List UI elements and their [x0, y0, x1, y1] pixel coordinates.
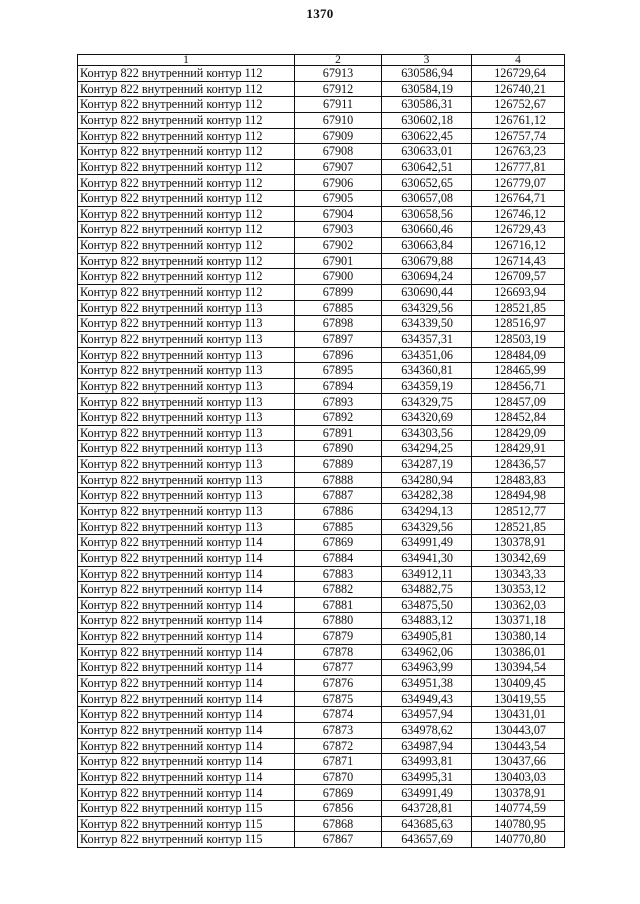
table-row [78, 222, 565, 238]
table-row [78, 738, 565, 754]
y-coordinate-cell: 126779,07 [472, 175, 565, 191]
contour-name-cell: Контур 822 внутренний контур 113 [78, 519, 295, 535]
contour-name-cell: Контур 822 внутренний контур 112 [78, 253, 295, 269]
page-number: 1370 [306, 6, 334, 21]
contour-name-cell: Контур 822 внутренний контур 113 [78, 300, 295, 316]
x-coordinate-cell: 630660,46 [382, 222, 472, 238]
y-coordinate-cell: 130353,12 [472, 582, 565, 598]
y-coordinate-cell: 126709,57 [472, 269, 565, 285]
x-coordinate-cell: 634987,94 [382, 738, 472, 754]
table-row [78, 66, 565, 82]
contour-name-cell: Контур 822 внутренний контур 115 [78, 816, 295, 832]
y-coordinate-cell: 128521,85 [472, 300, 565, 316]
x-coordinate-cell: 634905,81 [382, 629, 472, 645]
contour-name-cell: Контур 822 внутренний контур 113 [78, 394, 295, 410]
x-coordinate-cell: 634294,13 [382, 503, 472, 519]
y-coordinate-cell: 128503,19 [472, 331, 565, 347]
contour-name-cell: Контур 822 внутренний контур 112 [78, 112, 295, 128]
x-coordinate-cell: 634359,19 [382, 378, 472, 394]
contour-name-cell: Контур 822 внутренний контур 113 [78, 441, 295, 457]
table-row [78, 144, 565, 160]
y-coordinate-cell: 130419,55 [472, 691, 565, 707]
y-coordinate-cell: 128456,71 [472, 378, 565, 394]
x-coordinate-cell: 634282,38 [382, 488, 472, 504]
contour-name-cell: Контур 822 внутренний контур 113 [78, 503, 295, 519]
x-coordinate-cell: 634360,81 [382, 363, 472, 379]
x-coordinate-cell: 634883,12 [382, 613, 472, 629]
point-number-cell: 67895 [295, 363, 382, 379]
contour-name-cell: Контур 822 внутренний контур 114 [78, 613, 295, 629]
table-row [78, 128, 565, 144]
y-coordinate-cell: 130394,54 [472, 660, 565, 676]
x-coordinate-cell: 630679,88 [382, 253, 472, 269]
x-coordinate-cell: 630694,24 [382, 269, 472, 285]
contour-name-cell: Контур 822 внутренний контур 112 [78, 206, 295, 222]
point-number-cell: 67911 [295, 97, 382, 113]
x-coordinate-cell: 630663,84 [382, 238, 472, 254]
x-coordinate-cell: 634351,06 [382, 347, 472, 363]
point-number-cell: 67886 [295, 503, 382, 519]
x-coordinate-cell: 634978,62 [382, 722, 472, 738]
contour-name-cell: Контур 822 внутренний контур 112 [78, 144, 295, 160]
table-row [78, 644, 565, 660]
x-coordinate-cell: 634912,11 [382, 566, 472, 582]
table-row [78, 191, 565, 207]
y-coordinate-cell: 128512,77 [472, 503, 565, 519]
point-number-cell: 67890 [295, 441, 382, 457]
point-number-cell: 67896 [295, 347, 382, 363]
x-coordinate-cell: 630657,08 [382, 191, 472, 207]
y-coordinate-cell: 128484,09 [472, 347, 565, 363]
table-body [78, 66, 565, 848]
table-row [78, 550, 565, 566]
contour-name-cell: Контур 822 внутренний контур 112 [78, 269, 295, 285]
y-coordinate-cell: 126716,12 [472, 238, 565, 254]
x-coordinate-cell: 634320,69 [382, 410, 472, 426]
x-coordinate-cell: 634287,19 [382, 457, 472, 473]
point-number-cell: 67885 [295, 300, 382, 316]
point-number-cell: 67873 [295, 722, 382, 738]
contour-name-cell: Контур 822 внутренний контур 114 [78, 582, 295, 598]
point-number-cell: 67893 [295, 394, 382, 410]
table-row [78, 785, 565, 801]
y-coordinate-cell: 128436,57 [472, 457, 565, 473]
table-row [78, 316, 565, 332]
x-coordinate-cell: 634991,49 [382, 785, 472, 801]
y-coordinate-cell: 126763,23 [472, 144, 565, 160]
x-coordinate-cell: 634993,81 [382, 754, 472, 770]
point-number-cell: 67900 [295, 269, 382, 285]
x-coordinate-cell: 634875,50 [382, 597, 472, 613]
contour-name-cell: Контур 822 внутренний контур 114 [78, 550, 295, 566]
x-coordinate-cell: 630642,51 [382, 159, 472, 175]
x-coordinate-cell: 634280,94 [382, 472, 472, 488]
y-coordinate-cell: 130409,45 [472, 675, 565, 691]
table-row [78, 363, 565, 379]
point-number-cell: 67909 [295, 128, 382, 144]
y-coordinate-cell: 128483,83 [472, 472, 565, 488]
y-coordinate-cell: 130378,91 [472, 535, 565, 551]
table-row [78, 488, 565, 504]
table-row [78, 300, 565, 316]
point-number-cell: 67877 [295, 660, 382, 676]
y-coordinate-cell: 128457,09 [472, 394, 565, 410]
point-number-cell: 67908 [295, 144, 382, 160]
x-coordinate-cell: 630586,31 [382, 97, 472, 113]
x-coordinate-cell: 634951,38 [382, 675, 472, 691]
y-coordinate-cell: 126740,21 [472, 81, 565, 97]
table-row [78, 691, 565, 707]
header-cell-1: 1 [78, 55, 295, 66]
table-row [78, 832, 565, 848]
y-coordinate-cell: 130380,14 [472, 629, 565, 645]
y-coordinate-cell: 140780,95 [472, 816, 565, 832]
contour-name-cell: Контур 822 внутренний контур 115 [78, 801, 295, 817]
table-row [78, 378, 565, 394]
contour-name-cell: Контур 822 внутренний контур 113 [78, 316, 295, 332]
contour-name-cell: Контур 822 внутренний контур 113 [78, 472, 295, 488]
y-coordinate-cell: 126757,74 [472, 128, 565, 144]
point-number-cell: 67878 [295, 644, 382, 660]
table-row [78, 707, 565, 723]
point-number-cell: 67904 [295, 206, 382, 222]
x-coordinate-cell: 634995,31 [382, 769, 472, 785]
x-coordinate-cell: 630602,18 [382, 112, 472, 128]
table-row [78, 597, 565, 613]
y-coordinate-cell: 126761,12 [472, 112, 565, 128]
y-coordinate-cell: 130343,33 [472, 566, 565, 582]
contour-name-cell: Контур 822 внутренний контур 113 [78, 363, 295, 379]
point-number-cell: 67879 [295, 629, 382, 645]
table-row [78, 801, 565, 817]
table-row [78, 472, 565, 488]
header-row [78, 55, 565, 66]
x-coordinate-cell: 630652,65 [382, 175, 472, 191]
point-number-cell: 67880 [295, 613, 382, 629]
table-row [78, 394, 565, 410]
point-number-cell: 67874 [295, 707, 382, 723]
table-row [78, 769, 565, 785]
y-coordinate-cell: 128465,99 [472, 363, 565, 379]
table-row [78, 347, 565, 363]
table-row [78, 206, 565, 222]
x-coordinate-cell: 630584,19 [382, 81, 472, 97]
point-number-cell: 67894 [295, 378, 382, 394]
x-coordinate-cell: 634329,75 [382, 394, 472, 410]
table-row [78, 519, 565, 535]
point-number-cell: 67899 [295, 284, 382, 300]
table-row [78, 97, 565, 113]
y-coordinate-cell: 130437,66 [472, 754, 565, 770]
point-number-cell: 67907 [295, 159, 382, 175]
x-coordinate-cell: 634329,56 [382, 519, 472, 535]
y-coordinate-cell: 128452,84 [472, 410, 565, 426]
y-coordinate-cell: 130342,69 [472, 550, 565, 566]
point-number-cell: 67905 [295, 191, 382, 207]
table-row [78, 754, 565, 770]
point-number-cell: 67901 [295, 253, 382, 269]
y-coordinate-cell: 140770,80 [472, 832, 565, 848]
contour-name-cell: Контур 822 внутренний контур 114 [78, 785, 295, 801]
x-coordinate-cell: 634941,30 [382, 550, 472, 566]
table-row [78, 613, 565, 629]
y-coordinate-cell: 126752,67 [472, 97, 565, 113]
point-number-cell: 67869 [295, 785, 382, 801]
contour-name-cell: Контур 822 внутренний контур 112 [78, 97, 295, 113]
contour-name-cell: Контур 822 внутренний контур 112 [78, 191, 295, 207]
y-coordinate-cell: 130443,54 [472, 738, 565, 754]
contour-name-cell: Контур 822 внутренний контур 115 [78, 832, 295, 848]
contour-name-cell: Контур 822 внутренний контур 114 [78, 675, 295, 691]
contour-name-cell: Контур 822 внутренний контур 114 [78, 691, 295, 707]
table-row [78, 269, 565, 285]
contour-name-cell: Контур 822 внутренний контур 112 [78, 81, 295, 97]
contour-name-cell: Контур 822 внутренний контур 114 [78, 644, 295, 660]
contour-name-cell: Контур 822 внутренний контур 113 [78, 425, 295, 441]
point-number-cell: 67888 [295, 472, 382, 488]
point-number-cell: 67872 [295, 738, 382, 754]
point-number-cell: 67884 [295, 550, 382, 566]
point-number-cell: 67903 [295, 222, 382, 238]
x-coordinate-cell: 634962,06 [382, 644, 472, 660]
contour-name-cell: Контур 822 внутренний контур 112 [78, 159, 295, 175]
y-coordinate-cell: 130378,91 [472, 785, 565, 801]
table-row [78, 81, 565, 97]
y-coordinate-cell: 126764,71 [472, 191, 565, 207]
x-coordinate-cell: 634957,94 [382, 707, 472, 723]
header-cell-4: 4 [472, 55, 565, 66]
y-coordinate-cell: 126729,64 [472, 66, 565, 82]
table-row [78, 582, 565, 598]
x-coordinate-cell: 643728,81 [382, 801, 472, 817]
point-number-cell: 67881 [295, 597, 382, 613]
table-row [78, 629, 565, 645]
x-coordinate-cell: 630586,94 [382, 66, 472, 82]
x-coordinate-cell: 643657,69 [382, 832, 472, 848]
x-coordinate-cell: 634882,75 [382, 582, 472, 598]
point-number-cell: 67889 [295, 457, 382, 473]
table-row [78, 660, 565, 676]
point-number-cell: 67912 [295, 81, 382, 97]
table-row [78, 159, 565, 175]
x-coordinate-cell: 630690,44 [382, 284, 472, 300]
table-row [78, 175, 565, 191]
point-number-cell: 67856 [295, 801, 382, 817]
contour-name-cell: Контур 822 внутренний контур 114 [78, 660, 295, 676]
y-coordinate-cell: 128516,97 [472, 316, 565, 332]
point-number-cell: 67906 [295, 175, 382, 191]
table-row [78, 112, 565, 128]
table-row [78, 503, 565, 519]
contour-name-cell: Контур 822 внутренний контур 113 [78, 488, 295, 504]
table-row [78, 535, 565, 551]
contour-name-cell: Контур 822 внутренний контур 114 [78, 535, 295, 551]
table-row [78, 457, 565, 473]
contour-name-cell: Контур 822 внутренний контур 112 [78, 238, 295, 254]
contour-name-cell: Контур 822 внутренний контур 114 [78, 597, 295, 613]
x-coordinate-cell: 634949,43 [382, 691, 472, 707]
x-coordinate-cell: 634339,50 [382, 316, 472, 332]
y-coordinate-cell: 130403,03 [472, 769, 565, 785]
contour-name-cell: Контур 822 внутренний контур 113 [78, 410, 295, 426]
contour-name-cell: Контур 822 внутренний контур 112 [78, 284, 295, 300]
point-number-cell: 67871 [295, 754, 382, 770]
x-coordinate-cell: 630658,56 [382, 206, 472, 222]
contour-name-cell: Контур 822 внутренний контур 114 [78, 629, 295, 645]
point-number-cell: 67887 [295, 488, 382, 504]
point-number-cell: 67910 [295, 112, 382, 128]
table-row [78, 331, 565, 347]
point-number-cell: 67898 [295, 316, 382, 332]
x-coordinate-cell: 634963,99 [382, 660, 472, 676]
contour-name-cell: Контур 822 внутренний контур 114 [78, 566, 295, 582]
table-row [78, 566, 565, 582]
point-number-cell: 67868 [295, 816, 382, 832]
contour-name-cell: Контур 822 внутренний контур 114 [78, 707, 295, 723]
coordinates-table [77, 54, 565, 848]
y-coordinate-cell: 130371,18 [472, 613, 565, 629]
x-coordinate-cell: 634329,56 [382, 300, 472, 316]
y-coordinate-cell: 130443,07 [472, 722, 565, 738]
contour-name-cell: Контур 822 внутренний контур 112 [78, 128, 295, 144]
point-number-cell: 67883 [295, 566, 382, 582]
contour-name-cell: Контур 822 внутренний контур 113 [78, 457, 295, 473]
point-number-cell: 67876 [295, 675, 382, 691]
point-number-cell: 67875 [295, 691, 382, 707]
header-cell-2: 2 [295, 55, 382, 66]
point-number-cell: 67869 [295, 535, 382, 551]
x-coordinate-cell: 634357,31 [382, 331, 472, 347]
y-coordinate-cell: 126714,43 [472, 253, 565, 269]
y-coordinate-cell: 130386,01 [472, 644, 565, 660]
table-row [78, 441, 565, 457]
contour-name-cell: Контур 822 внутренний контур 114 [78, 769, 295, 785]
table-row [78, 253, 565, 269]
point-number-cell: 67913 [295, 66, 382, 82]
y-coordinate-cell: 128494,98 [472, 488, 565, 504]
x-coordinate-cell: 634303,56 [382, 425, 472, 441]
y-coordinate-cell: 130362,03 [472, 597, 565, 613]
x-coordinate-cell: 630622,45 [382, 128, 472, 144]
contour-name-cell: Контур 822 внутренний контур 113 [78, 378, 295, 394]
point-number-cell: 67892 [295, 410, 382, 426]
contour-name-cell: Контур 822 внутренний контур 114 [78, 754, 295, 770]
table-row [78, 816, 565, 832]
point-number-cell: 67882 [295, 582, 382, 598]
point-number-cell: 67870 [295, 769, 382, 785]
table-row [78, 425, 565, 441]
x-coordinate-cell: 630633,01 [382, 144, 472, 160]
x-coordinate-cell: 634991,49 [382, 535, 472, 551]
contour-name-cell: Контур 822 внутренний контур 112 [78, 175, 295, 191]
y-coordinate-cell: 126693,94 [472, 284, 565, 300]
table-row [78, 675, 565, 691]
y-coordinate-cell: 126729,43 [472, 222, 565, 238]
y-coordinate-cell: 126777,81 [472, 159, 565, 175]
point-number-cell: 67867 [295, 832, 382, 848]
contour-name-cell: Контур 822 внутренний контур 114 [78, 738, 295, 754]
x-coordinate-cell: 643685,63 [382, 816, 472, 832]
table-row [78, 722, 565, 738]
x-coordinate-cell: 634294,25 [382, 441, 472, 457]
table-row [78, 410, 565, 426]
point-number-cell: 67885 [295, 519, 382, 535]
table-row [78, 284, 565, 300]
y-coordinate-cell: 128429,09 [472, 425, 565, 441]
contour-name-cell: Контур 822 внутренний контур 113 [78, 347, 295, 363]
point-number-cell: 67897 [295, 331, 382, 347]
header-cell-3: 3 [382, 55, 472, 66]
contour-name-cell: Контур 822 внутренний контур 112 [78, 66, 295, 82]
point-number-cell: 67891 [295, 425, 382, 441]
y-coordinate-cell: 130431,01 [472, 707, 565, 723]
table-row [78, 238, 565, 254]
contour-name-cell: Контур 822 внутренний контур 113 [78, 331, 295, 347]
y-coordinate-cell: 128429,91 [472, 441, 565, 457]
point-number-cell: 67902 [295, 238, 382, 254]
y-coordinate-cell: 128521,85 [472, 519, 565, 535]
contour-name-cell: Контур 822 внутренний контур 112 [78, 222, 295, 238]
y-coordinate-cell: 140774,59 [472, 801, 565, 817]
contour-name-cell: Контур 822 внутренний контур 114 [78, 722, 295, 738]
y-coordinate-cell: 126746,12 [472, 206, 565, 222]
